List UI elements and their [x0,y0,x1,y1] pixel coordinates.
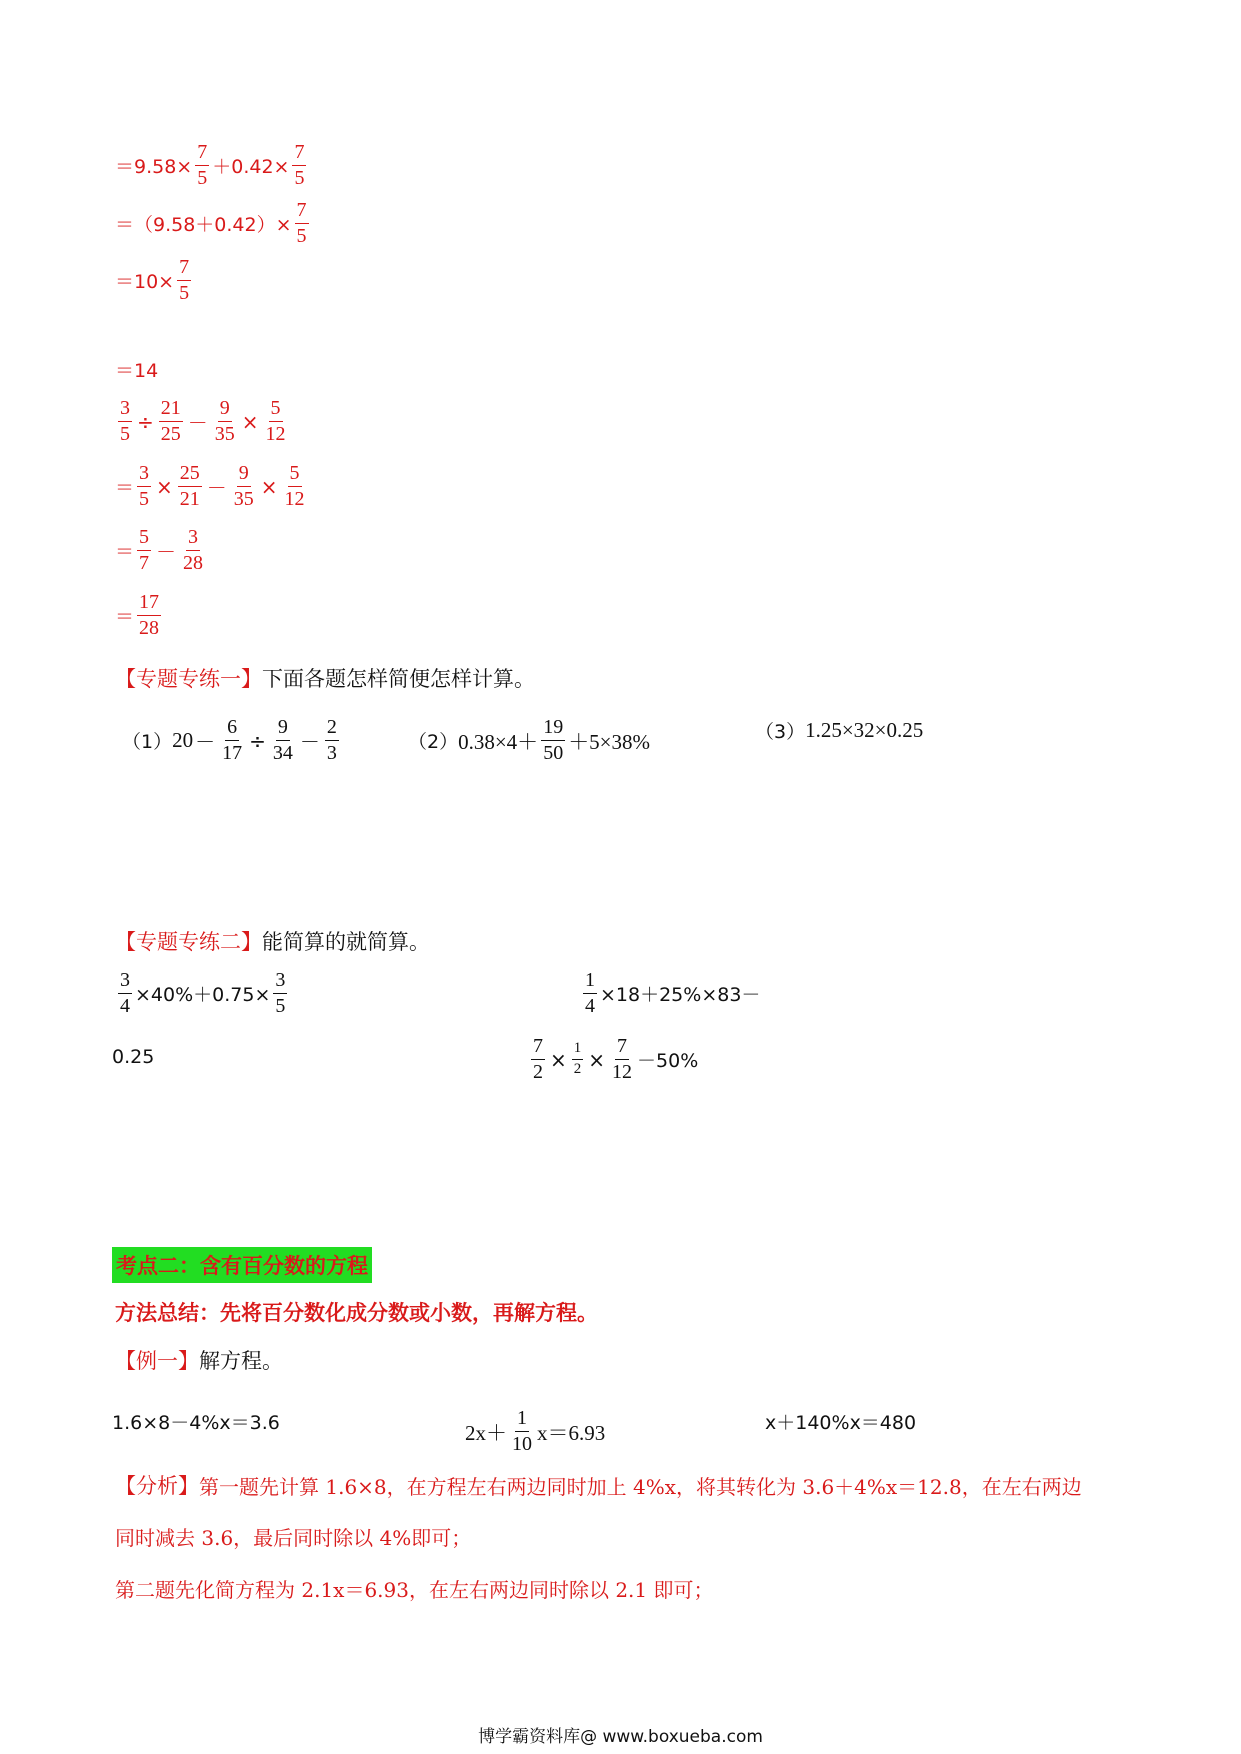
equation-2 [465,1408,605,1455]
fraction: $\frac{7}{5}$ [294,141,305,189]
practice1-header [115,663,535,693]
operator: － [299,730,320,754]
solution-line-8 [115,592,164,639]
operator: ÷ [137,409,154,434]
fraction: $\frac{1}{2}$ [573,1040,582,1077]
operator: － [156,540,177,564]
solution-line-5 [115,398,291,445]
expr-text: －50% [637,1050,699,1072]
operator: × [156,474,173,499]
practice2-header [115,926,430,956]
expr-text: 20 [172,728,194,752]
operator: × [588,1047,606,1072]
solution-line-1 [115,142,309,189]
problem-label: （2） [408,731,459,753]
fraction: $\frac{7}{2}$ [533,1035,543,1083]
fraction: $\frac{17}{28}$ [139,591,160,639]
section-heading-highlight: 考点二：含有百分数的方程 [112,1247,372,1283]
expr-text: ×40%＋0.75× [135,984,271,1006]
fraction: $\frac{3}{5}$ [120,397,130,445]
fraction: $\frac{9}{35}$ [233,462,254,510]
fraction: $\frac{21}{25}$ [160,397,181,445]
analysis-title: 【分析】 [115,1474,199,1498]
fraction: $\frac{3}{4}$ [120,969,130,1017]
operator: ÷ [249,728,266,753]
expr-text: ＝14 [115,360,159,382]
practice2-question-1-continuation [112,1046,154,1068]
fraction: $\frac{3}{5}$ [139,462,150,510]
fraction: $\frac{1}{10}$ [512,1407,532,1455]
fraction: $\frac{19}{50}$ [543,716,564,764]
expr-text: ×18＋25%×83－ [600,984,761,1006]
solution-line-4 [115,356,158,383]
analysis-text: 第二题先化简方程为 2.1x＝6.93，在左右两边同时除以 2.1 即可； [115,1578,714,1602]
fraction: $\frac{7}{5}$ [179,256,190,304]
fraction: $\frac{7}{12}$ [612,1035,633,1083]
expr-text: ＝ [115,606,135,628]
fraction: $\frac{2}{3}$ [326,716,337,764]
example1-header [115,1345,283,1375]
solution-line-2 [115,200,312,247]
expr-text: 0.38×4＋ [458,729,539,754]
section2-heading [112,1247,372,1283]
expr-text: 0.25 [112,1046,155,1068]
practice1-instruction: 下面各题怎样简便怎样计算。 [262,667,535,691]
solution-line-6 [115,463,310,510]
practice1-problem-2 [408,717,650,764]
operator: × [241,409,259,434]
example1-title: 【例一】 [115,1349,199,1373]
expr-text: ＋5×38% [568,729,651,754]
expr-text: x＋140%x＝480 [765,1412,917,1434]
operator: － [206,476,227,500]
method-summary [115,1297,598,1327]
practice2-question-1 [115,970,290,1017]
solution-line-7 [115,527,208,574]
expr-text: ＝ [115,477,135,499]
practice1-title: 【专题专练一】 [115,667,262,691]
analysis-line-3 [115,1574,714,1603]
fraction: $\frac{5}{12}$ [284,462,305,510]
expr-text: 1.25×32×0.25 [805,718,924,742]
practice2-question-3 [528,1036,698,1083]
fraction: $\frac{9}{34}$ [272,716,293,764]
expr-text: ＋0.42× [212,156,290,178]
fraction: $\frac{5}{12}$ [265,397,286,445]
fraction: $\frac{1}{4}$ [585,969,595,1017]
analysis-text: 同时减去 3.6，最后同时除以 4%即可； [115,1526,472,1550]
problem-label: （3） [755,721,806,743]
practice2-instruction: 能简算的就简算。 [262,930,430,954]
expr-text: ＝（9.58＋0.42）× [115,214,292,236]
fraction: $\frac{7}{5}$ [197,141,208,189]
expr-text: 2x＋ [465,1420,507,1445]
fraction: $\frac{9}{35}$ [214,397,235,445]
page-footer: 博学霸资料库@ www.boxueba.com [478,1727,763,1747]
operator: － [195,730,216,754]
practice2-question-2 [580,970,760,1017]
fraction: $\frac{25}{21}$ [179,462,200,510]
solution-line-3 [115,257,194,304]
analysis-line-2 [115,1522,471,1551]
fraction: $\frac{5}{7}$ [139,526,150,574]
fraction: $\frac{3}{28}$ [183,526,204,574]
operator: × [260,474,278,499]
operator: － [187,411,208,435]
expr-text: ＝9.58× [115,156,193,178]
example1-instruction: 解方程。 [199,1349,283,1373]
expr-text: ＝10× [115,271,175,293]
fraction: $\frac{6}{17}$ [222,716,243,764]
fraction: $\frac{3}{5}$ [275,969,286,1017]
fraction: $\frac{7}{5}$ [296,199,307,247]
analysis-text: 第一题先计算 1.6×8，在方程左右两边同时加上 4%x，将其转化为 3.6＋4%x＝12.8，在左右两边 [199,1474,1082,1499]
equation-3 [765,1408,916,1435]
equation-1 [112,1408,280,1435]
practice1-problem-1 [122,717,342,764]
expr-text: ＝ [115,541,135,563]
expr-text: x＝6.93 [537,1420,606,1445]
practice1-problem-3 [755,717,923,744]
operator: × [550,1047,567,1072]
method-text: 方法总结：先将百分数化成分数或小数，再解方程。 [115,1300,598,1325]
expr-text: 1.6×8－4%x＝3.6 [112,1412,280,1434]
analysis-line-1 [115,1470,1082,1500]
problem-label: （1） [122,731,173,753]
practice2-title: 【专题专练二】 [115,930,262,954]
